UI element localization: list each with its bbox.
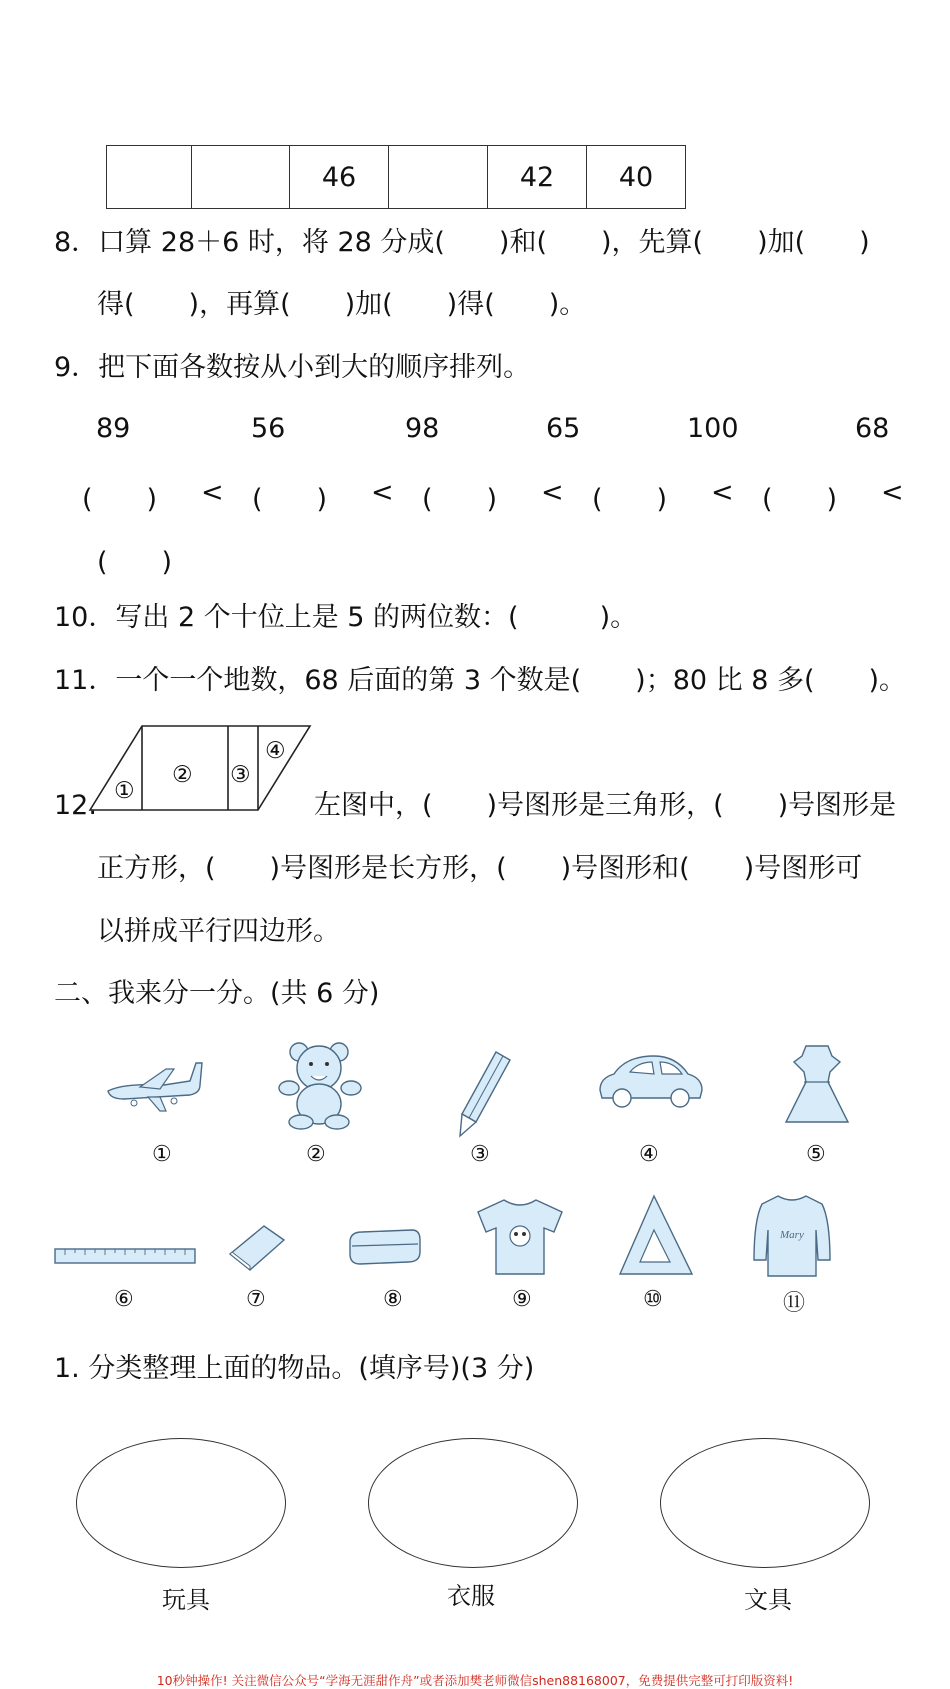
section-2-heading: 二、我来分一分。(共 6 分)	[54, 978, 380, 1009]
eraser-icon	[226, 1222, 288, 1274]
airplane-icon	[104, 1055, 204, 1115]
less-than-sign: <	[711, 477, 734, 508]
sequence-cell[interactable]	[389, 146, 488, 209]
pencil-case-icon	[346, 1224, 422, 1268]
item-label-8: ⑧	[383, 1286, 403, 1311]
shape-label-4: ④	[265, 738, 286, 763]
question-10-text: 10．写出 2 个十位上是 5 的两位数：( )。	[54, 602, 638, 633]
less-than-sign: <	[541, 477, 564, 508]
pencil-icon	[456, 1048, 516, 1138]
question-12-line-1: 左图中，( )号图形是三角形，( )号图形是	[314, 790, 897, 821]
sub-question-1: 1. 分类整理上面的物品。(填序号)(3 分)	[54, 1353, 535, 1384]
shape-label-2: ②	[172, 762, 193, 787]
question-12-line-3: 以拼成平行四边形。	[97, 916, 340, 947]
set-square-icon	[616, 1192, 696, 1278]
less-than-sign: <	[371, 477, 394, 508]
number-item: 89	[96, 413, 131, 444]
sequence-cell: 42	[488, 146, 587, 209]
question-11-text: 11．一个一个地数，68 后面的第 3 个数是( )；80 比 8 多( )。	[54, 665, 907, 696]
item-label-10: ⑩	[643, 1286, 663, 1311]
order-blank[interactable]: ( )	[82, 484, 158, 515]
item-label-2: ②	[306, 1141, 326, 1166]
item-label-3: ③	[470, 1141, 490, 1166]
order-blank[interactable]: ( )	[252, 484, 328, 515]
category-clothes-label: 衣服	[447, 1584, 495, 1610]
stationery-answer-area[interactable]	[660, 1438, 870, 1568]
number-sequence-table	[106, 145, 686, 209]
number-item: 100	[687, 413, 739, 444]
item-label-5: ⑤	[806, 1141, 826, 1166]
number-item: 68	[855, 413, 890, 444]
question-8-line-1: 8．口算 28＋6 时，将 28 分成( )和( )，先算( )加( )	[54, 227, 870, 258]
item-label-1: ①	[152, 1141, 172, 1166]
question-12-number: 12.	[54, 790, 97, 821]
category-toys-label: 玩具	[162, 1588, 210, 1614]
less-than-sign: <	[201, 477, 224, 508]
question-8-line-2: 得( )，再算( )加( )得( )。	[97, 289, 587, 320]
order-blank[interactable]: ( )	[762, 484, 838, 515]
clothes-answer-area[interactable]	[368, 1438, 578, 1568]
t-shirt-icon	[474, 1196, 566, 1278]
category-stationery-label: 文具	[744, 1588, 792, 1614]
ruler-icon	[54, 1246, 196, 1266]
item-label-7: ⑦	[246, 1286, 266, 1311]
item-label-4: ④	[639, 1141, 659, 1166]
question-9-text: 9．把下面各数按从小到大的顺序排列。	[54, 352, 531, 383]
dress-icon	[782, 1042, 852, 1128]
number-item: 56	[251, 413, 286, 444]
sequence-cell[interactable]	[192, 146, 290, 209]
sequence-cell[interactable]	[107, 146, 192, 209]
footer-note: 10秒钟操作! 关注微信公众号“学海无涯甜作舟”或者添加樊老师微信shen88168007，免费提供完整可打印版资料!	[156, 1673, 794, 1688]
sweater-icon	[752, 1190, 832, 1280]
sequence-cell: 40	[587, 146, 686, 209]
order-blank[interactable]: ( )	[97, 547, 173, 578]
item-label-9: ⑨	[512, 1286, 532, 1311]
sweater-text: Mary	[780, 1229, 804, 1241]
order-blank[interactable]: ( )	[422, 484, 498, 515]
shape-label-1: ①	[114, 778, 135, 803]
number-item: 65	[546, 413, 581, 444]
toys-answer-area[interactable]	[76, 1438, 286, 1568]
toy-car-icon	[596, 1050, 706, 1110]
less-than-sign: <	[881, 477, 904, 508]
question-12-line-2: 正方形，( )号图形是长方形，( )号图形和( )号图形可	[97, 853, 863, 884]
sequence-cell: 46	[290, 146, 389, 209]
number-item: 98	[405, 413, 440, 444]
teddy-bear-icon	[277, 1040, 367, 1130]
order-blank[interactable]: ( )	[592, 484, 668, 515]
item-label-11: ⑪	[783, 1290, 806, 1315]
item-label-6: ⑥	[114, 1286, 134, 1311]
shape-label-3: ③	[230, 762, 251, 787]
